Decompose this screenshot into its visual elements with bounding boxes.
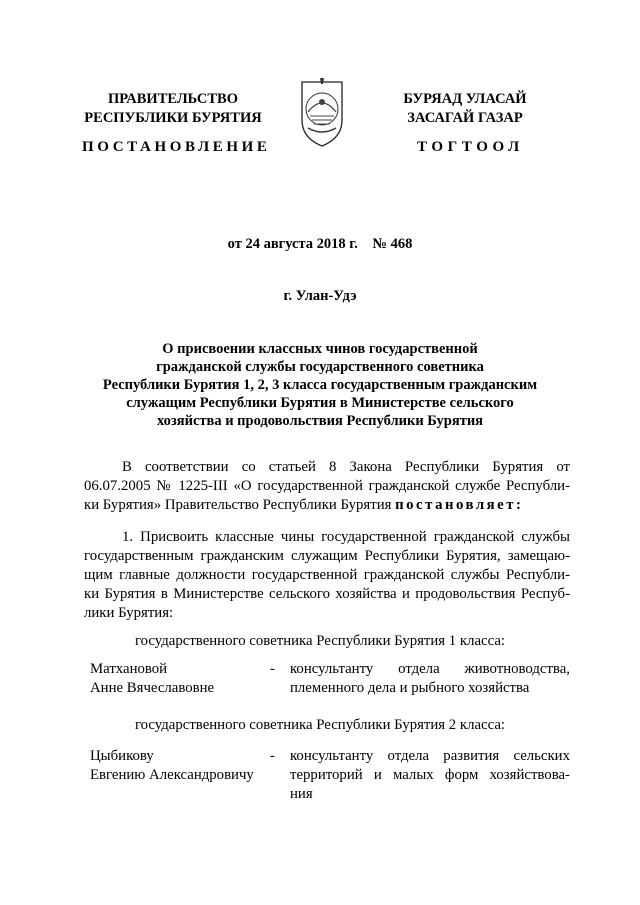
- title-line: служащим Республики Бурятия в Министерстве сельского: [126, 395, 514, 411]
- document-number: № 468: [372, 236, 413, 252]
- appointee-position: [290, 747, 570, 804]
- title-line: хозяйства и продовольствия Республики Бурятия: [156, 413, 484, 429]
- appointee-surname: Матхановой: [90, 661, 168, 677]
- clause-line: 1. Присвоить классные чины государственной гражданской службы: [122, 529, 570, 545]
- org-name-buryat-line-2: ЗАСАГАЙ ГАЗАР: [407, 110, 523, 126]
- preamble-line: 06.07.2005 № 1225-III «О государственной гражданской службе Республи-: [84, 478, 570, 494]
- clause-1-paragraph: [84, 528, 570, 623]
- entry-dash: -: [270, 748, 275, 764]
- clause-line: ки Бурятия в Министерстве сельского хозяйства и продовольствия Респуб-: [84, 586, 570, 602]
- city: г. Улан-Удэ: [283, 288, 357, 304]
- government-header-buryat: [376, 90, 554, 128]
- decree-word: постановляет:: [395, 497, 524, 513]
- preamble-line-last: [84, 496, 570, 515]
- position-line: ния: [290, 786, 313, 802]
- preamble-line-text: ки Бурятия» Правительство Республики Бурятия: [84, 497, 396, 513]
- government-header-russian: [84, 90, 262, 128]
- date-and-number: [0, 236, 640, 253]
- document-title: [88, 340, 552, 430]
- clause-line: государственным гражданским служащим Республики Бурятия, замещаю-: [84, 548, 570, 564]
- position-line: консультанту отдела животноводства,: [290, 661, 570, 677]
- position-line: племенного дела и рыбного хозяйства: [290, 680, 530, 696]
- coat-of-arms-icon: [296, 76, 348, 148]
- position-line: консультанту отдела развития сельских: [290, 748, 570, 764]
- clause-line: лики Бурятия:: [84, 605, 174, 621]
- title-line: О присвоении классных чинов государственной: [162, 341, 478, 357]
- title-line: Республики Бурятия 1, 2, 3 класса государственным гражданским: [102, 377, 538, 393]
- appointee-given-names: Евгению Александровичу: [90, 767, 254, 783]
- appointee-name: [90, 747, 268, 785]
- appointee-surname: Цыбикову: [90, 748, 154, 764]
- title-line: гражданской службы государственного советника: [156, 359, 484, 375]
- preamble-paragraph: [84, 458, 570, 515]
- clause-line: щим главные должности государственной гражданской службы Республи-: [84, 567, 570, 583]
- org-name-line-2: РЕСПУБЛИКИ БУРЯТИЯ: [84, 110, 262, 126]
- appointee-position: [290, 660, 570, 698]
- org-name-line-1: ПРАВИТЕЛЬСТВО: [108, 91, 238, 107]
- org-name-buryat-line-1: БУРЯАД УЛАСАЙ: [403, 91, 527, 107]
- rank-heading-class-2: государственного советника Республики Бурятия 2 класса:: [134, 717, 506, 733]
- document-type-buryat: ТОГТООЛ: [417, 139, 524, 155]
- appointee-name: [90, 660, 268, 698]
- entry-dash: -: [270, 661, 275, 677]
- document-type-russian: ПОСТАНОВЛЕНИЕ: [82, 139, 271, 155]
- preamble-line: В соответствии со статьей 8 Закона Республики Бурятия от: [122, 459, 570, 475]
- document-date: от 24 августа 2018 г.: [227, 236, 358, 252]
- rank-heading-class-1: государственного советника Республики Бурятия 1 класса:: [134, 633, 506, 649]
- appointee-given-names: Анне Вячеславовне: [90, 680, 215, 696]
- position-line: территорий и малых форм хозяйствова-: [290, 767, 570, 783]
